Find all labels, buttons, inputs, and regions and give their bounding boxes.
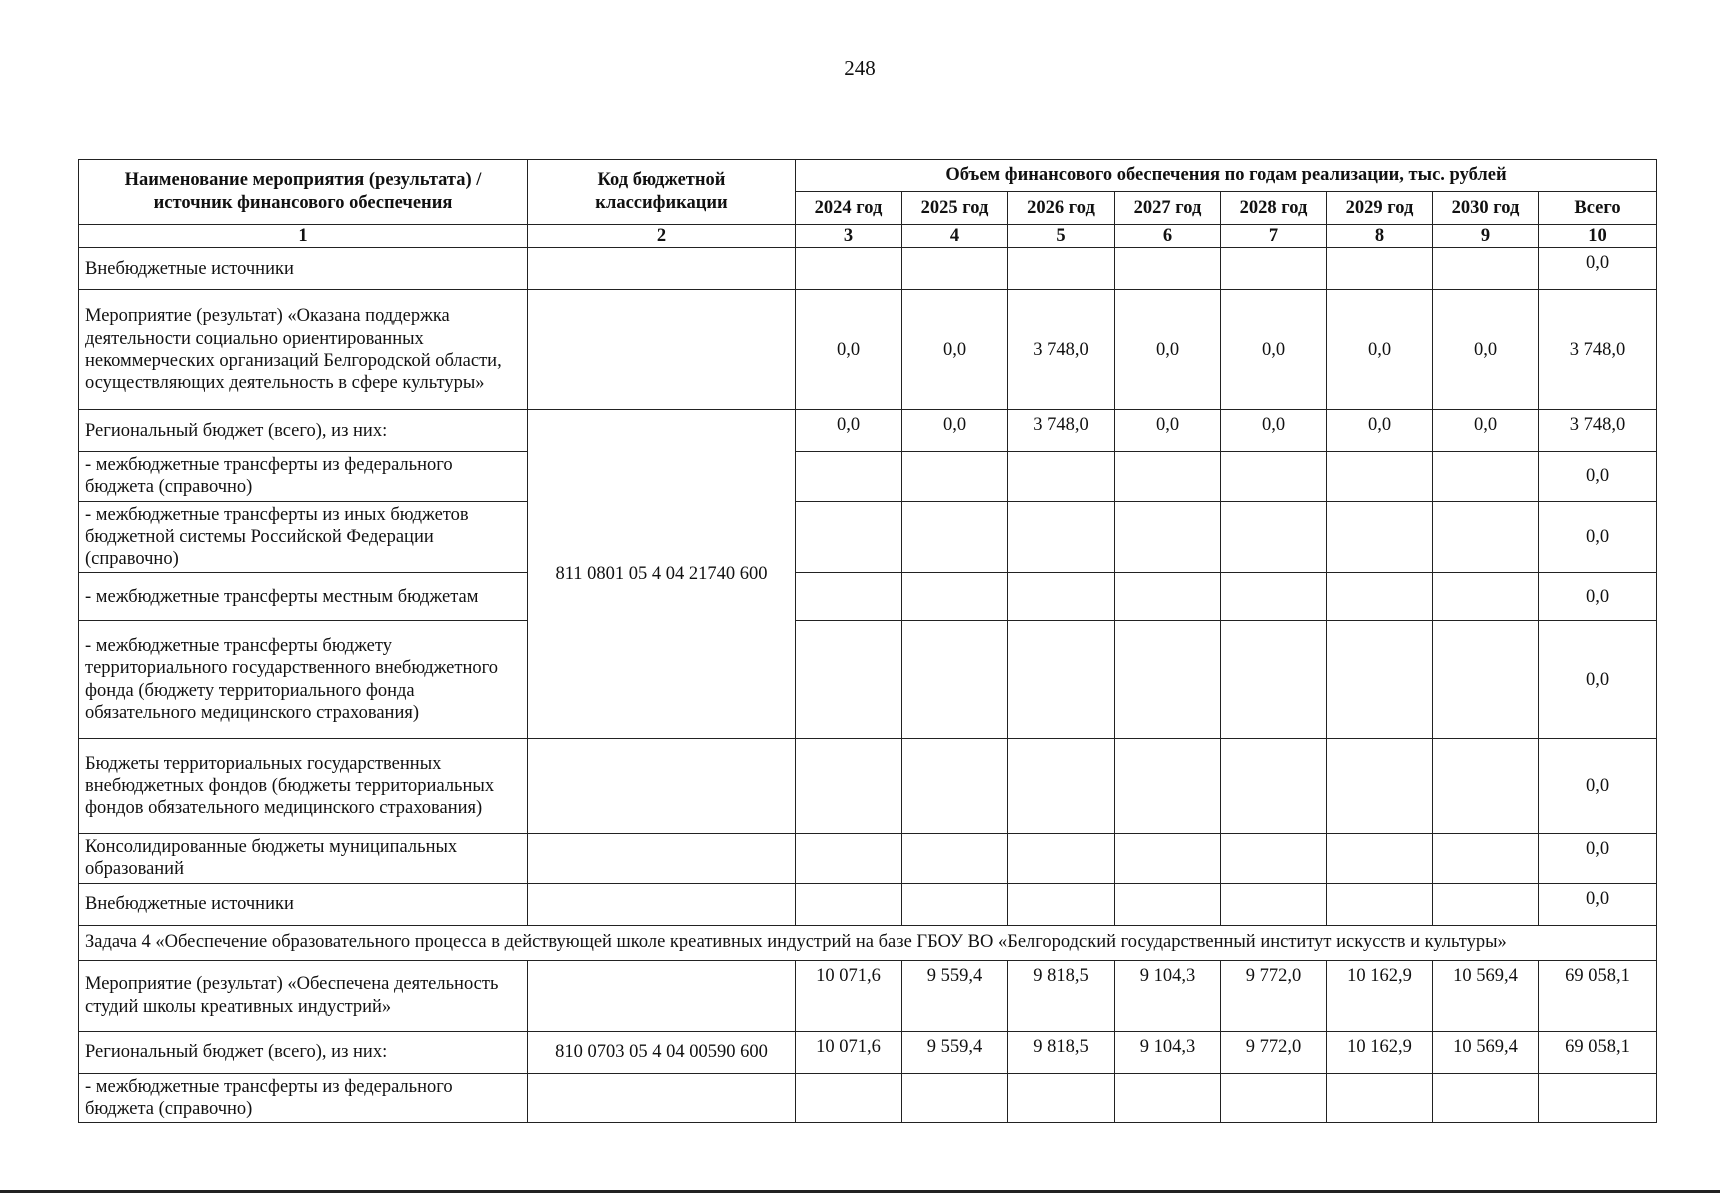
cell-value — [796, 1073, 902, 1122]
cell-value — [1433, 621, 1539, 739]
cell-value — [1008, 501, 1115, 573]
cell-value — [902, 621, 1008, 739]
cell-value — [1008, 834, 1115, 883]
cell-total: 3 748,0 — [1539, 290, 1657, 410]
header-year: 2029 год — [1327, 192, 1433, 225]
cell-value: 0,0 — [1327, 410, 1433, 452]
cell-value: 3 748,0 — [1008, 290, 1115, 410]
cell-value — [1008, 621, 1115, 739]
column-number: 2 — [528, 225, 796, 248]
cell-value — [1115, 248, 1221, 290]
table-row — [79, 1073, 1657, 1122]
cell-value — [902, 739, 1008, 834]
table-row — [79, 573, 1657, 621]
cell-value — [796, 834, 902, 883]
header-name: Наименование мероприятия (результата) / источник финансового обеспечения — [79, 160, 528, 225]
header-year: 2024 год — [796, 192, 902, 225]
cell-value — [1433, 501, 1539, 573]
cell-value — [1115, 834, 1221, 883]
cell-value: 0,0 — [1221, 290, 1327, 410]
cell-value: 9 559,4 — [902, 960, 1008, 1031]
cell-value — [1327, 501, 1433, 573]
table-row — [79, 452, 1657, 501]
table-row — [79, 621, 1657, 739]
column-number: 1 — [79, 225, 528, 248]
cell-total: 0,0 — [1539, 248, 1657, 290]
cell-value — [1221, 883, 1327, 925]
header-funding-group: Объем финансового обеспечения по годам реализации, тыс. рублей — [796, 160, 1657, 192]
table-row — [79, 739, 1657, 834]
cell-value — [1327, 452, 1433, 501]
cell-value — [796, 739, 902, 834]
column-number: 7 — [1221, 225, 1327, 248]
cell-value: 9 559,4 — [902, 1031, 1008, 1073]
row-code — [528, 739, 796, 834]
cell-value: 0,0 — [796, 410, 902, 452]
task-row — [79, 925, 1657, 960]
cell-value — [1221, 1073, 1327, 1122]
cell-value — [1433, 1073, 1539, 1122]
cell-total — [1539, 1073, 1657, 1122]
cell-value — [796, 452, 902, 501]
page-number: 248 — [844, 56, 876, 80]
header-year: 2025 год — [902, 192, 1008, 225]
row-name: - межбюджетные трансферты местным бюджетам — [79, 573, 528, 621]
cell-value: 10 569,4 — [1433, 1031, 1539, 1073]
row-name: Региональный бюджет (всего), из них: — [79, 1031, 528, 1073]
cell-value: 0,0 — [1115, 290, 1221, 410]
cell-total: 0,0 — [1539, 573, 1657, 621]
cell-value — [1327, 248, 1433, 290]
cell-value: 10 569,4 — [1433, 960, 1539, 1031]
column-number: 8 — [1327, 225, 1433, 248]
cell-value — [1008, 573, 1115, 621]
header-year: 2027 год — [1115, 192, 1221, 225]
header-year: 2030 год — [1433, 192, 1539, 225]
row-name: - межбюджетные трансферты из федерального бюджета (справочно) — [79, 1073, 528, 1122]
row-name: Внебюджетные источники — [79, 883, 528, 925]
task-title: Задача 4 «Обеспечение образовательного процесса в действующей школе креативных индустрий на базе ГБОУ ВО «Белгородский государственный институт искусств и культуры» — [79, 925, 1657, 960]
cell-total: 0,0 — [1539, 739, 1657, 834]
cell-value — [796, 248, 902, 290]
cell-value — [1433, 739, 1539, 834]
cell-value — [1327, 834, 1433, 883]
row-code — [528, 883, 796, 925]
cell-value: 9 772,0 — [1221, 960, 1327, 1031]
row-code — [528, 960, 796, 1031]
column-number: 4 — [902, 225, 1008, 248]
cell-value — [1008, 1073, 1115, 1122]
cell-value — [1221, 621, 1327, 739]
table-row — [79, 248, 1657, 290]
row-name: Бюджеты территориальных государственных внебюджетных фондов (бюджеты территориальных фондов обязательного медицинского страхования) — [79, 739, 528, 834]
cell-value: 0,0 — [1327, 290, 1433, 410]
cell-value: 10 162,9 — [1327, 960, 1433, 1031]
cell-value — [1008, 739, 1115, 834]
row-name: Консолидированные бюджеты муниципальных образований — [79, 834, 528, 883]
cell-value — [1433, 248, 1539, 290]
header-code: Код бюджетной классификации — [528, 160, 796, 225]
column-number: 6 — [1115, 225, 1221, 248]
cell-value — [1433, 573, 1539, 621]
cell-total: 0,0 — [1539, 501, 1657, 573]
cell-value: 9 104,3 — [1115, 960, 1221, 1031]
cell-value — [902, 834, 1008, 883]
cell-total: 0,0 — [1539, 621, 1657, 739]
row-code: 810 0703 05 4 04 00590 600 — [528, 1031, 796, 1073]
row-name: - межбюджетные трансферты из иных бюджетов бюджетной системы Российской Федерации (справочно) — [79, 501, 528, 573]
cell-value — [1433, 834, 1539, 883]
cell-value — [1221, 739, 1327, 834]
cell-value: 0,0 — [902, 410, 1008, 452]
cell-value — [796, 573, 902, 621]
cell-value: 9 104,3 — [1115, 1031, 1221, 1073]
cell-value — [902, 452, 1008, 501]
cell-value — [1008, 883, 1115, 925]
row-name: Внебюджетные источники — [79, 248, 528, 290]
cell-value — [1221, 834, 1327, 883]
cell-value — [1115, 1073, 1221, 1122]
row-code — [528, 290, 796, 410]
cell-total: 0,0 — [1539, 834, 1657, 883]
table-row — [79, 290, 1657, 410]
cell-value — [796, 883, 902, 925]
cell-value: 9 772,0 — [1221, 1031, 1327, 1073]
cell-total: 0,0 — [1539, 883, 1657, 925]
cell-value — [1327, 621, 1433, 739]
cell-value: 9 818,5 — [1008, 960, 1115, 1031]
cell-total: 3 748,0 — [1539, 410, 1657, 452]
cell-value — [1433, 452, 1539, 501]
header-year: 2028 год — [1221, 192, 1327, 225]
cell-value — [1115, 573, 1221, 621]
row-name: - межбюджетные трансферты из федерального бюджета (справочно) — [79, 452, 528, 501]
cell-value: 0,0 — [1115, 410, 1221, 452]
table-row — [79, 1031, 1657, 1073]
cell-value: 10 071,6 — [796, 960, 902, 1031]
cell-value: 9 818,5 — [1008, 1031, 1115, 1073]
cell-total: 0,0 — [1539, 452, 1657, 501]
table-row — [79, 883, 1657, 925]
cell-value — [1115, 501, 1221, 573]
cell-value — [796, 501, 902, 573]
header-year: 2026 год — [1008, 192, 1115, 225]
cell-value — [1221, 573, 1327, 621]
cell-value — [1327, 573, 1433, 621]
row-name: Мероприятие (результат) «Обеспечена деятельность студий школы креативных индустрий» — [79, 960, 528, 1031]
cell-value — [902, 248, 1008, 290]
column-number: 9 — [1433, 225, 1539, 248]
row-name: Мероприятие (результат) «Оказана поддержка деятельности социально ориентированных некоммерческих организаций Белгородской области, осуществляющих деятельность в сфере культуры» — [79, 290, 528, 410]
table-row — [79, 410, 1657, 452]
cell-value — [1221, 452, 1327, 501]
cell-value — [902, 573, 1008, 621]
cell-value — [1221, 248, 1327, 290]
column-number: 3 — [796, 225, 902, 248]
row-name: - межбюджетные трансферты бюджету территориального государственного внебюджетного фонда (бюджету территориального фонда обязательного медицинского страхования) — [79, 621, 528, 739]
cell-value — [902, 501, 1008, 573]
header-total: Всего — [1539, 192, 1657, 225]
page-bottom-border — [0, 1190, 1720, 1193]
row-code — [528, 834, 796, 883]
table-row — [79, 501, 1657, 573]
cell-value — [1115, 621, 1221, 739]
cell-value — [902, 1073, 1008, 1122]
cell-value — [796, 621, 902, 739]
table-row — [79, 834, 1657, 883]
row-name: Региональный бюджет (всего), из них: — [79, 410, 528, 452]
cell-value — [1327, 883, 1433, 925]
cell-value: 0,0 — [1221, 410, 1327, 452]
column-number: 5 — [1008, 225, 1115, 248]
header-row-1 — [79, 160, 1657, 192]
cell-value — [1221, 501, 1327, 573]
row-code — [528, 248, 796, 290]
cell-value: 10 162,9 — [1327, 1031, 1433, 1073]
cell-value — [1008, 248, 1115, 290]
cell-value: 0,0 — [1433, 290, 1539, 410]
column-number: 10 — [1539, 225, 1657, 248]
budget-table — [78, 159, 1657, 1123]
cell-value — [1327, 739, 1433, 834]
row-code — [528, 1073, 796, 1122]
cell-value — [1115, 739, 1221, 834]
cell-value — [1115, 452, 1221, 501]
cell-value — [1115, 883, 1221, 925]
cell-value: 0,0 — [796, 290, 902, 410]
cell-total: 69 058,1 — [1539, 1031, 1657, 1073]
cell-total: 69 058,1 — [1539, 960, 1657, 1031]
row-code: 811 0801 05 4 04 21740 600 — [528, 410, 796, 739]
cell-value: 10 071,6 — [796, 1031, 902, 1073]
cell-value — [1008, 452, 1115, 501]
cell-value — [902, 883, 1008, 925]
table-row — [79, 960, 1657, 1031]
cell-value: 0,0 — [902, 290, 1008, 410]
column-number-row — [79, 225, 1657, 248]
cell-value: 3 748,0 — [1008, 410, 1115, 452]
cell-value — [1433, 883, 1539, 925]
cell-value — [1327, 1073, 1433, 1122]
cell-value: 0,0 — [1433, 410, 1539, 452]
